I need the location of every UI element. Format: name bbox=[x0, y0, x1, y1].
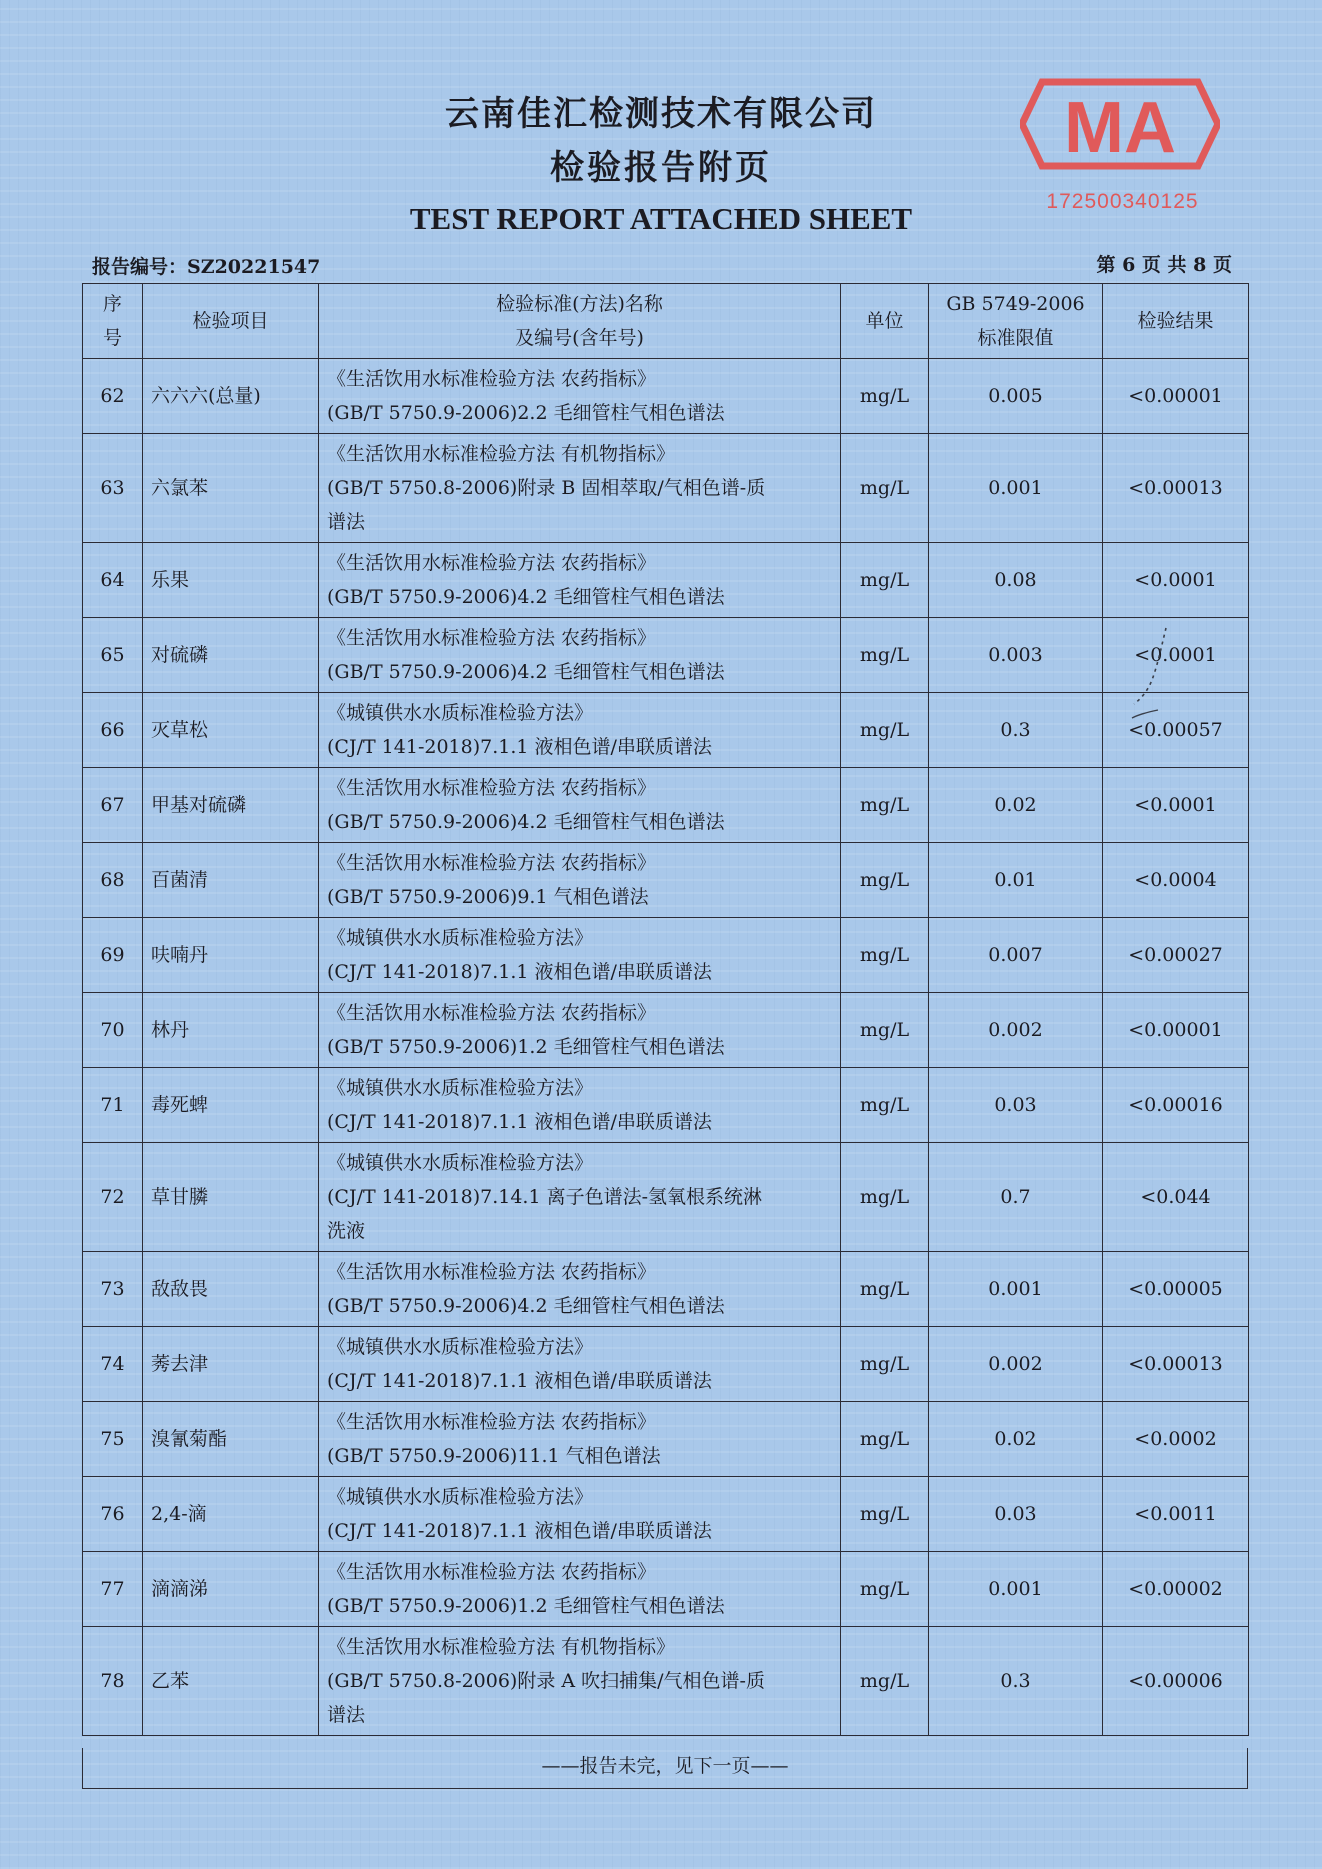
standard-line: 《城镇供水水质标准检验方法》 bbox=[327, 1486, 594, 1508]
row-unit: mg/L bbox=[841, 1252, 929, 1327]
row-result: <0.00001 bbox=[1103, 359, 1249, 434]
row-seq: 71 bbox=[83, 1068, 143, 1143]
row-limit: 0.7 bbox=[929, 1143, 1103, 1252]
row-item: 敌敌畏 bbox=[143, 1252, 319, 1327]
standard-line: (CJ/T 141-2018)7.1.1 液相色谱/串联质谱法 bbox=[327, 961, 712, 983]
standard-line: 谱法 bbox=[327, 1704, 366, 1726]
row-item: 滴滴涕 bbox=[143, 1552, 319, 1627]
row-item: 百菌清 bbox=[143, 843, 319, 918]
row-limit: 0.02 bbox=[929, 768, 1103, 843]
row-unit: mg/L bbox=[841, 434, 929, 543]
row-limit: 0.002 bbox=[929, 993, 1103, 1068]
results-table bbox=[82, 283, 1249, 1736]
standard-line: 《生活饮用水标准检验方法 有机物指标》 bbox=[327, 1636, 676, 1658]
table-header-row bbox=[83, 284, 1249, 359]
row-standard bbox=[319, 1552, 841, 1627]
page-indicator: 第 6 页 共 8 页 bbox=[1096, 254, 1232, 276]
row-unit: mg/L bbox=[841, 843, 929, 918]
row-result: <0.00006 bbox=[1103, 1627, 1249, 1736]
row-standard bbox=[319, 1068, 841, 1143]
row-seq: 69 bbox=[83, 918, 143, 993]
standard-line: 《生活饮用水标准检验方法 农药指标》 bbox=[327, 552, 657, 574]
row-seq: 70 bbox=[83, 993, 143, 1068]
row-seq: 63 bbox=[83, 434, 143, 543]
standard-line: (GB/T 5750.8-2006)附录 B 固相萃取/气相色谱-质 bbox=[327, 477, 766, 499]
row-unit: mg/L bbox=[841, 1552, 929, 1627]
row-item: 林丹 bbox=[143, 993, 319, 1068]
row-item: 六六六(总量) bbox=[143, 359, 319, 434]
row-seq: 67 bbox=[83, 768, 143, 843]
header-limit: GB 5749-2006 标准限值 bbox=[929, 284, 1103, 359]
row-item: 甲基对硫磷 bbox=[143, 768, 319, 843]
standard-line: 《生活饮用水标准检验方法 农药指标》 bbox=[327, 1002, 657, 1024]
row-result: <0.0001 bbox=[1103, 543, 1249, 618]
row-standard bbox=[319, 843, 841, 918]
table-row bbox=[83, 359, 1249, 434]
row-seq: 74 bbox=[83, 1327, 143, 1402]
standard-line: 《生活饮用水标准检验方法 农药指标》 bbox=[327, 777, 657, 799]
row-seq: 72 bbox=[83, 1143, 143, 1252]
standard-line: 《生活饮用水标准检验方法 有机物指标》 bbox=[327, 443, 676, 465]
standard-line: (GB/T 5750.9-2006)9.1 气相色谱法 bbox=[327, 886, 649, 908]
row-result: <0.0011 bbox=[1103, 1477, 1249, 1552]
table-row bbox=[83, 1143, 1249, 1252]
standard-line: (GB/T 5750.9-2006)11.1 气相色谱法 bbox=[327, 1445, 661, 1467]
cma-cert-number: 172500340125 bbox=[1046, 190, 1199, 213]
cma-logo-text: MA bbox=[1064, 88, 1176, 168]
row-limit: 0.002 bbox=[929, 1327, 1103, 1402]
row-result: <0.0004 bbox=[1103, 843, 1249, 918]
table-row bbox=[83, 1627, 1249, 1736]
table-row bbox=[83, 1252, 1249, 1327]
row-limit: 0.001 bbox=[929, 434, 1103, 543]
table-row bbox=[83, 1552, 1249, 1627]
row-item: 六氯苯 bbox=[143, 434, 319, 543]
row-unit: mg/L bbox=[841, 1477, 929, 1552]
row-limit: 0.03 bbox=[929, 1068, 1103, 1143]
row-limit: 0.02 bbox=[929, 1402, 1103, 1477]
row-result: <0.00002 bbox=[1103, 1552, 1249, 1627]
standard-line: 《生活饮用水标准检验方法 农药指标》 bbox=[327, 627, 657, 649]
row-seq: 77 bbox=[83, 1552, 143, 1627]
row-standard bbox=[319, 359, 841, 434]
standard-line: (GB/T 5750.9-2006)1.2 毛细管柱气相色谱法 bbox=[327, 1595, 725, 1617]
sheet-title-en: TEST REPORT ATTACHED SHEET bbox=[409, 201, 913, 236]
standard-line: (GB/T 5750.9-2006)4.2 毛细管柱气相色谱法 bbox=[327, 661, 725, 683]
standard-line: (CJ/T 141-2018)7.1.1 液相色谱/串联质谱法 bbox=[327, 1520, 712, 1542]
row-unit: mg/L bbox=[841, 543, 929, 618]
row-standard bbox=[319, 768, 841, 843]
table-row bbox=[83, 543, 1249, 618]
table-row bbox=[83, 918, 1249, 993]
table-row bbox=[83, 693, 1249, 768]
row-limit: 0.003 bbox=[929, 618, 1103, 693]
row-limit: 0.005 bbox=[929, 359, 1103, 434]
row-seq: 75 bbox=[83, 1402, 143, 1477]
row-item: 草甘膦 bbox=[143, 1143, 319, 1252]
standard-line: (CJ/T 141-2018)7.1.1 液相色谱/串联质谱法 bbox=[327, 736, 712, 758]
table-row bbox=[83, 993, 1249, 1068]
row-result: <0.044 bbox=[1103, 1143, 1249, 1252]
row-item: 毒死蜱 bbox=[143, 1068, 319, 1143]
row-seq: 62 bbox=[83, 359, 143, 434]
standard-line: (CJ/T 141-2018)7.1.1 液相色谱/串联质谱法 bbox=[327, 1370, 712, 1392]
row-result: <0.00013 bbox=[1103, 1327, 1249, 1402]
row-seq: 78 bbox=[83, 1627, 143, 1736]
table-row bbox=[83, 1477, 1249, 1552]
row-result: <0.00013 bbox=[1103, 434, 1249, 543]
row-item: 溴氰菊酯 bbox=[143, 1402, 319, 1477]
row-result: <0.00027 bbox=[1103, 918, 1249, 993]
table-row bbox=[83, 1402, 1249, 1477]
row-limit: 0.3 bbox=[929, 693, 1103, 768]
header-standard: 检验标准(方法)名称 及编号(含年号) bbox=[319, 284, 841, 359]
row-limit: 0.001 bbox=[929, 1552, 1103, 1627]
row-limit: 0.08 bbox=[929, 543, 1103, 618]
row-unit: mg/L bbox=[841, 693, 929, 768]
row-result: <0.00057 bbox=[1103, 693, 1249, 768]
row-unit: mg/L bbox=[841, 1143, 929, 1252]
row-standard bbox=[319, 1402, 841, 1477]
row-seq: 66 bbox=[83, 693, 143, 768]
row-item: 乙苯 bbox=[143, 1627, 319, 1736]
row-item: 对硫磷 bbox=[143, 618, 319, 693]
standard-line: (GB/T 5750.9-2006)1.2 毛细管柱气相色谱法 bbox=[327, 1036, 725, 1058]
standard-line: (CJ/T 141-2018)7.1.1 液相色谱/串联质谱法 bbox=[327, 1111, 712, 1133]
standard-line: 《生活饮用水标准检验方法 农药指标》 bbox=[327, 852, 657, 874]
standard-line: (GB/T 5750.9-2006)4.2 毛细管柱气相色谱法 bbox=[327, 586, 725, 608]
row-standard bbox=[319, 543, 841, 618]
header-item: 检验项目 bbox=[143, 284, 319, 359]
standard-line: 《生活饮用水标准检验方法 农药指标》 bbox=[327, 1411, 657, 1433]
row-unit: mg/L bbox=[841, 1627, 929, 1736]
row-result: <0.0002 bbox=[1103, 1402, 1249, 1477]
row-result: <0.00005 bbox=[1103, 1252, 1249, 1327]
row-standard bbox=[319, 434, 841, 543]
row-standard bbox=[319, 1627, 841, 1736]
row-seq: 76 bbox=[83, 1477, 143, 1552]
row-result: <0.00001 bbox=[1103, 993, 1249, 1068]
row-limit: 0.01 bbox=[929, 843, 1103, 918]
row-item: 2,4-滴 bbox=[143, 1477, 319, 1552]
row-standard bbox=[319, 918, 841, 993]
row-seq: 68 bbox=[83, 843, 143, 918]
standard-line: (CJ/T 141-2018)7.14.1 离子色谱法-氢氧根系统淋 bbox=[327, 1186, 763, 1208]
row-unit: mg/L bbox=[841, 359, 929, 434]
standard-line: (GB/T 5750.9-2006)4.2 毛细管柱气相色谱法 bbox=[327, 811, 725, 833]
row-unit: mg/L bbox=[841, 618, 929, 693]
row-item: 乐果 bbox=[143, 543, 319, 618]
company-name: 云南佳汇检测技术有限公司 bbox=[445, 94, 877, 134]
row-seq: 73 bbox=[83, 1252, 143, 1327]
row-seq: 64 bbox=[83, 543, 143, 618]
table-row bbox=[83, 843, 1249, 918]
sheet-title-cn: 检验报告附页 bbox=[550, 148, 772, 188]
row-item: 灭草松 bbox=[143, 693, 319, 768]
row-unit: mg/L bbox=[841, 768, 929, 843]
table-row bbox=[83, 1327, 1249, 1402]
row-unit: mg/L bbox=[841, 993, 929, 1068]
standard-line: 《城镇供水水质标准检验方法》 bbox=[327, 927, 594, 949]
row-unit: mg/L bbox=[841, 1402, 929, 1477]
row-standard bbox=[319, 693, 841, 768]
row-standard bbox=[319, 1327, 841, 1402]
standard-line: 《生活饮用水标准检验方法 农药指标》 bbox=[327, 368, 657, 390]
handwritten-check-mark bbox=[1118, 624, 1178, 744]
row-unit: mg/L bbox=[841, 1068, 929, 1143]
table-row bbox=[83, 768, 1249, 843]
row-limit: 0.3 bbox=[929, 1627, 1103, 1736]
standard-line: 《城镇供水水质标准检验方法》 bbox=[327, 702, 594, 724]
standard-line: 《城镇供水水质标准检验方法》 bbox=[327, 1077, 594, 1099]
header-unit: 单位 bbox=[841, 284, 929, 359]
table-row bbox=[83, 618, 1249, 693]
standard-line: (GB/T 5750.9-2006)2.2 毛细管柱气相色谱法 bbox=[327, 402, 725, 424]
table-row bbox=[83, 1068, 1249, 1143]
row-item: 呋喃丹 bbox=[143, 918, 319, 993]
standard-line: 《城镇供水水质标准检验方法》 bbox=[327, 1336, 594, 1358]
report-number: 报告编号：SZ20221547 bbox=[92, 256, 321, 278]
standard-line: (GB/T 5750.8-2006)附录 A 吹扫捕集/气相色谱-质 bbox=[327, 1670, 765, 1692]
row-limit: 0.001 bbox=[929, 1252, 1103, 1327]
row-standard bbox=[319, 993, 841, 1068]
standard-line: 洗液 bbox=[327, 1220, 366, 1242]
row-standard bbox=[319, 1252, 841, 1327]
standard-line: 《生活饮用水标准检验方法 农药指标》 bbox=[327, 1561, 657, 1583]
cma-logo bbox=[1020, 78, 1220, 170]
table-row bbox=[83, 434, 1249, 543]
header-result: 检验结果 bbox=[1103, 284, 1249, 359]
standard-line: 谱法 bbox=[327, 511, 366, 533]
row-item: 莠去津 bbox=[143, 1327, 319, 1402]
row-result: <0.0001 bbox=[1103, 768, 1249, 843]
row-standard bbox=[319, 1477, 841, 1552]
row-unit: mg/L bbox=[841, 1327, 929, 1402]
standard-line: 《城镇供水水质标准检验方法》 bbox=[327, 1152, 594, 1174]
continued-note: ——报告未完，见下一页—— bbox=[82, 1748, 1248, 1789]
row-seq: 65 bbox=[83, 618, 143, 693]
row-standard bbox=[319, 1143, 841, 1252]
row-standard bbox=[319, 618, 841, 693]
row-unit: mg/L bbox=[841, 918, 929, 993]
row-result: <0.0001 bbox=[1103, 618, 1249, 693]
header-seq: 序 号 bbox=[83, 284, 143, 359]
standard-line: (GB/T 5750.9-2006)4.2 毛细管柱气相色谱法 bbox=[327, 1295, 725, 1317]
row-result: <0.00016 bbox=[1103, 1068, 1249, 1143]
row-limit: 0.03 bbox=[929, 1477, 1103, 1552]
row-limit: 0.007 bbox=[929, 918, 1103, 993]
standard-line: 《生活饮用水标准检验方法 农药指标》 bbox=[327, 1261, 657, 1283]
